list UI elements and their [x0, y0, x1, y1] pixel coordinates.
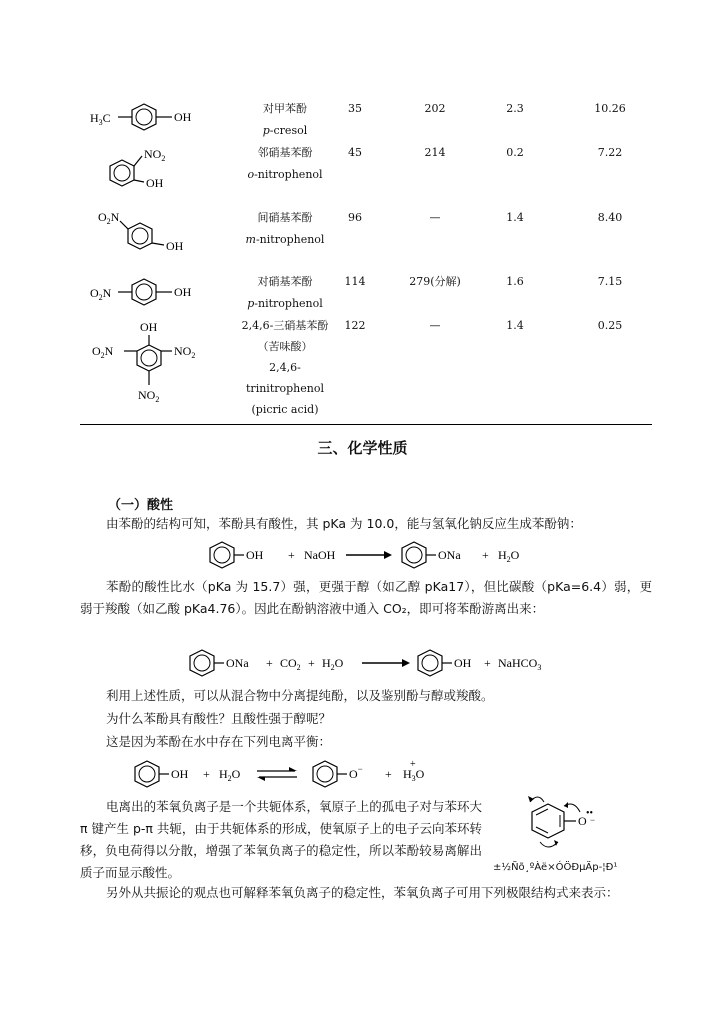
svg-text:OH: OH — [174, 285, 192, 299]
equation-phenol-naoh — [200, 538, 540, 576]
svg-text:OH: OH — [166, 239, 184, 253]
m-nitrophenol-structure — [80, 207, 230, 271]
compound-name: 2,4,6-三硝基苯酚 （苦味酸） 2,4,6- trinitrophenol (picric acid) — [241, 319, 329, 416]
svg-text:+: + — [266, 656, 273, 670]
melting-point: 35 — [348, 102, 362, 115]
table-row — [80, 98, 652, 142]
svg-text:+: + — [308, 656, 315, 670]
svg-text:H3O: $H_3O$ — [403, 767, 425, 783]
svg-text:H2O: $H_2O$ — [322, 656, 344, 672]
svg-text:NaOH: NaOH — [304, 548, 336, 562]
paragraph: 另外从共振论的观点也可解释苯氧负离子的稳定性，苯氧负离子可用下列极限结构式来表示： — [106, 885, 619, 900]
equation-ionization-equilibrium — [125, 755, 445, 797]
svg-text:OH: OH — [171, 767, 189, 781]
pka-value: 10.26 — [594, 102, 626, 115]
svg-text:O: O — [578, 814, 587, 828]
svg-text:CO2: $CO_2$ — [280, 656, 301, 672]
paragraph: 苯酚的酸性比水（pKa 为 15.7）强，更强于醇（如乙醇 pKa17），但比碳酸（pKa=6.4）弱，更弱于羧酸（如乙酸 pKa4.76）。因此在酚钠溶液中通入 CO₂，即可将苯酚游离出来： — [80, 579, 652, 616]
svg-text:O2N: $O_2N$ — [98, 210, 120, 226]
p-nitrophenol-structure — [80, 271, 230, 319]
compound-name — [230, 98, 340, 142]
subsection-title: （一）酸性 — [108, 498, 174, 513]
p-cresol-structure — [80, 98, 230, 146]
solubility: 2.3 — [506, 102, 524, 115]
svg-text:OH: OH — [246, 548, 264, 562]
melting-point: 122 — [344, 319, 366, 332]
svg-text:OH: OH — [454, 656, 472, 670]
svg-text:O−: O− — [349, 764, 363, 781]
boiling-point: 202 — [424, 102, 446, 115]
name-en: -cresol — [269, 124, 308, 137]
svg-text:+: + — [203, 767, 210, 781]
boiling-point: 279(分解) — [409, 275, 461, 288]
pka-value: 8.40 — [597, 211, 623, 224]
paragraph: 电离出的苯氧负离子是一个共轭体系，氧原子上的孤电子对与苯环大 π 键产生 p-π 共轭，由于共轭体系的形成，使氧原子上的电子云向苯环转移，负电荷得以分散，增强了苯氧负离子的稳定性，所以苯酚较易离解出质子而显示酸性。 — [80, 799, 482, 880]
boiling-point: — — [429, 319, 441, 332]
svg-text:NaHCO3: NaHCO$_3$ — [498, 656, 542, 672]
o-nitrophenol-structure — [80, 142, 230, 206]
svg-text:H2O: $H_2O$ — [498, 548, 520, 564]
svg-text:NO2: $NO_2$ — [138, 388, 160, 404]
table-bottom-rule — [80, 424, 652, 425]
melting-point: 96 — [348, 211, 362, 224]
svg-text:+: + — [288, 548, 295, 562]
pka-value: 0.25 — [597, 319, 623, 332]
table-row — [80, 207, 652, 267]
svg-text:OH: OH — [146, 176, 164, 190]
equation-phenoxide-co2 — [180, 645, 580, 685]
name-cn: 邻硝基苯酚 — [257, 146, 313, 159]
name-prefix: p — [262, 124, 270, 137]
solubility: 1.4 — [506, 211, 524, 224]
paragraph: 由苯酚的结构可知，苯酚具有酸性，其 pKa 为 10.0，能与氢氧化钠反应生成苯酚钠： — [106, 516, 582, 531]
section-title: 三、化学性质 — [317, 439, 408, 457]
figure-caption: ±½Ñõ¸ºÀë×ÓÖÐµÄp-¦Ð¹ — [493, 862, 618, 873]
melting-point: 45 — [348, 146, 362, 159]
picric-acid-structure — [80, 315, 230, 427]
svg-text:NO2: $NO_2$ — [144, 147, 166, 163]
svg-text:H3C: $H_3C$ — [90, 111, 111, 127]
svg-text:••: •• — [586, 808, 594, 819]
svg-text:ONa: ONa — [226, 656, 249, 670]
boiling-point: 214 — [424, 146, 446, 159]
solubility: 0.2 — [506, 146, 524, 159]
phenoxide-conjugation-figure — [518, 790, 618, 864]
paragraph: 为什么苯酚具有酸性？且酸性强于醇呢？ — [106, 711, 332, 726]
svg-text:+: + — [484, 656, 491, 670]
compound-name: 对硝基苯酚 p-nitrophenol — [230, 271, 340, 315]
svg-text:+: + — [410, 759, 416, 770]
table-row — [80, 142, 652, 202]
pka-value: 7.22 — [597, 146, 623, 159]
svg-text:−: − — [590, 815, 596, 825]
name-cn: 对甲苯酚 — [263, 102, 307, 115]
svg-text:O2N: $O_2N$ — [92, 344, 114, 360]
name-cn: 间硝基苯酚 — [257, 211, 313, 224]
table-row — [80, 271, 652, 315]
svg-text:+: + — [482, 548, 489, 562]
paragraph: 利用上述性质，可以从混合物中分离提纯酚，以及鉴别酚与醇或羧酸。 — [106, 688, 494, 703]
svg-text:O2N: $O_2N$ — [90, 286, 112, 302]
solubility: 1.6 — [506, 275, 524, 288]
svg-text:H2O: $H_2O$ — [219, 767, 241, 783]
oh-label: OH — [174, 110, 192, 124]
svg-text:+: + — [385, 767, 392, 781]
table-row — [80, 315, 652, 423]
svg-text:OH: OH — [140, 320, 158, 334]
compound-name: 邻硝基苯酚 o-nitrophenol — [230, 142, 340, 186]
compound-name: 间硝基苯酚 m-nitrophenol — [230, 207, 340, 251]
boiling-point: — — [429, 211, 441, 224]
solubility: 1.4 — [506, 319, 524, 332]
svg-text:ONa: ONa — [438, 548, 461, 562]
pka-value: 7.15 — [597, 275, 623, 288]
svg-text:NO2: $NO_2$ — [174, 344, 196, 360]
name-cn: 对硝基苯酚 — [257, 275, 313, 288]
paragraph: 这是因为苯酚在水中存在下列电离平衡： — [106, 734, 332, 749]
melting-point: 114 — [344, 275, 366, 288]
